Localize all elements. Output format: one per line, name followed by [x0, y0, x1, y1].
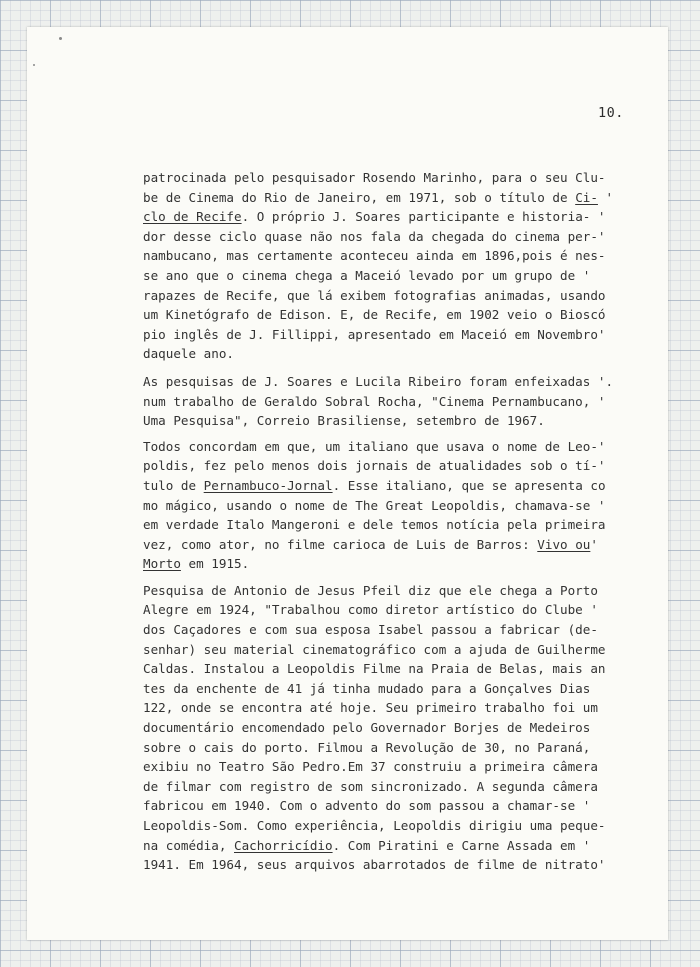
- text-run: patrocinada pelo pesquisador Rosendo Marinho, para o seu Clu-: [143, 170, 606, 185]
- text-line: [143, 777, 663, 797]
- text-line: [143, 344, 663, 364]
- ink-speck: [33, 64, 35, 66]
- text-run: se ano que o cinema chega a Maceió levado por um grupo de ': [143, 267, 591, 283]
- text-run: documentário encomendado pelo Governador Borjes de Medeiros: [143, 720, 591, 736]
- text-run: ': [590, 536, 598, 552]
- text-line: [143, 855, 663, 875]
- text-run: num trabalho de Geraldo Sobral Rocha, "Cinema Pernambucano, ': [143, 393, 606, 409]
- text-line: [143, 286, 663, 306]
- text-run: mo mágico, usando o nome de The Great Leopoldis, chamava-se ': [143, 497, 606, 513]
- text-run: Caldas. Instalou a Leopoldis Filme na Praia de Belas, mais an: [143, 661, 606, 677]
- text-run: . O próprio J. Soares participante e historia- ': [241, 209, 606, 225]
- text-run: dos Caçadores e com sua esposa Isabel passou a fabricar (de-: [143, 622, 598, 638]
- text-run: na comédia,: [143, 837, 234, 853]
- text-line: [143, 456, 663, 476]
- underlined-title: Ci-: [575, 189, 598, 205]
- text-line: [143, 476, 663, 496]
- underlined-title: clo de Recife: [143, 209, 242, 225]
- text-run: . Com Piratini e Carne Assada em ': [332, 837, 591, 853]
- text-line: [143, 836, 663, 856]
- text-line: [143, 246, 663, 266]
- text-run: pio inglês de J. Fillippi, apresentado em Maceió em Novembro': [143, 326, 606, 342]
- text-line: [143, 640, 663, 660]
- paragraph: [143, 437, 663, 574]
- text-line: [143, 554, 663, 574]
- text-line: [143, 757, 663, 777]
- text-run: ': [597, 189, 614, 205]
- paragraph: [143, 168, 663, 364]
- text-run: Uma Pesquisa", Correio Brasiliense, setembro de 1967.: [143, 413, 545, 429]
- text-line: [143, 659, 663, 679]
- text-run: As pesquisas de J. Soares e Lucila Ribeiro foram enfeixadas '.: [143, 373, 614, 389]
- body-text: [143, 168, 663, 875]
- text-run: em verdade Italo Mangeroni e dele temos notícia pela primeira: [143, 517, 606, 533]
- text-line: [143, 679, 663, 699]
- underlined-title: Morto: [143, 556, 181, 572]
- text-line: [143, 207, 663, 227]
- text-line: [143, 620, 663, 640]
- text-run: vez, como ator, no filme carioca de Luis de Barros:: [143, 536, 538, 552]
- text-line: [143, 305, 663, 325]
- text-line: [143, 437, 663, 457]
- text-line: [143, 816, 663, 836]
- text-run: rapazes de Recife, que lá exibem fotografias animadas, usando: [143, 287, 606, 303]
- ink-speck: [59, 37, 62, 40]
- text-run: dor desse ciclo quase não nos fala da chegada do cinema per-': [143, 228, 606, 244]
- text-run: . Esse italiano, que se apresenta co: [332, 477, 606, 493]
- text-run: nambucano, mas certamente aconteceu ainda em 1896,pois é nes-: [143, 248, 606, 264]
- page-number: 10.: [598, 105, 624, 121]
- text-run: de filmar com registro de som sincronizado. A segunda câmera: [143, 778, 598, 794]
- text-run: sobre o cais do porto. Filmou a Revolução de 30, no Paraná,: [143, 739, 591, 755]
- text-run: tulo de: [143, 477, 204, 493]
- text-run: em 1915.: [180, 556, 250, 572]
- text-line: [143, 698, 663, 718]
- text-run: daquele ano.: [143, 346, 234, 362]
- text-run: Todos concordam em que, um italiano que usava o nome de Leo-': [143, 438, 606, 454]
- text-line: [143, 325, 663, 345]
- text-line: [143, 796, 663, 816]
- underlined-title: Pernambuco-Jornal: [203, 477, 333, 493]
- text-run: fabricou em 1940. Com o advento do som passou a chamar-se ': [143, 798, 591, 814]
- paragraph: [143, 372, 663, 431]
- text-run: 1941. Em 1964, seus arquivos abarrotados de filme de nitrato': [143, 857, 606, 873]
- text-run: poldis, fez pelo menos dois jornais de atualidades sob o tí-': [143, 458, 606, 474]
- text-run: Pesquisa de Antonio de Jesus Pfeil diz que ele chega a Porto: [143, 582, 598, 598]
- text-run: Alegre em 1924, "Trabalhou como diretor artístico do Clube ': [143, 602, 598, 618]
- text-line: [143, 372, 663, 392]
- underlined-title: Cachorricídio: [234, 837, 333, 853]
- text-run: senhar) seu material cinematográfico com a ajuda de Guilherme: [143, 641, 606, 657]
- text-line: [143, 581, 663, 601]
- text-run: 122, onde se encontra até hoje. Seu primeiro trabalho foi um: [143, 700, 598, 716]
- text-run: exibiu no Teatro São Pedro.Em 37 construiu a primeira câmera: [143, 759, 598, 775]
- text-run: Leopoldis-Som. Como experiência, Leopoldis dirigiu uma peque-: [143, 818, 606, 833]
- paragraph: [143, 581, 663, 875]
- text-line: [143, 718, 663, 738]
- text-line: [143, 266, 663, 286]
- text-run: tes da enchente de 41 já tinha mudado para a Gonçalves Dias: [143, 680, 591, 696]
- text-run: be de Cinema do Rio de Janeiro, em 1971, sob o título de: [143, 189, 576, 205]
- text-line: [143, 392, 663, 412]
- text-line: [143, 738, 663, 758]
- text-line: [143, 411, 663, 431]
- text-line: [143, 227, 663, 247]
- text-line: [143, 515, 663, 535]
- text-line: [143, 600, 663, 620]
- document-page: [27, 27, 668, 940]
- text-line: [143, 168, 663, 188]
- text-line: [143, 188, 663, 208]
- underlined-title: Vivo ou: [537, 536, 591, 552]
- text-line: [143, 496, 663, 516]
- text-line: [143, 535, 663, 555]
- text-run: um Kinetógrafo de Edison. E, de Recife, em 1902 veio o Bioscó: [143, 307, 606, 323]
